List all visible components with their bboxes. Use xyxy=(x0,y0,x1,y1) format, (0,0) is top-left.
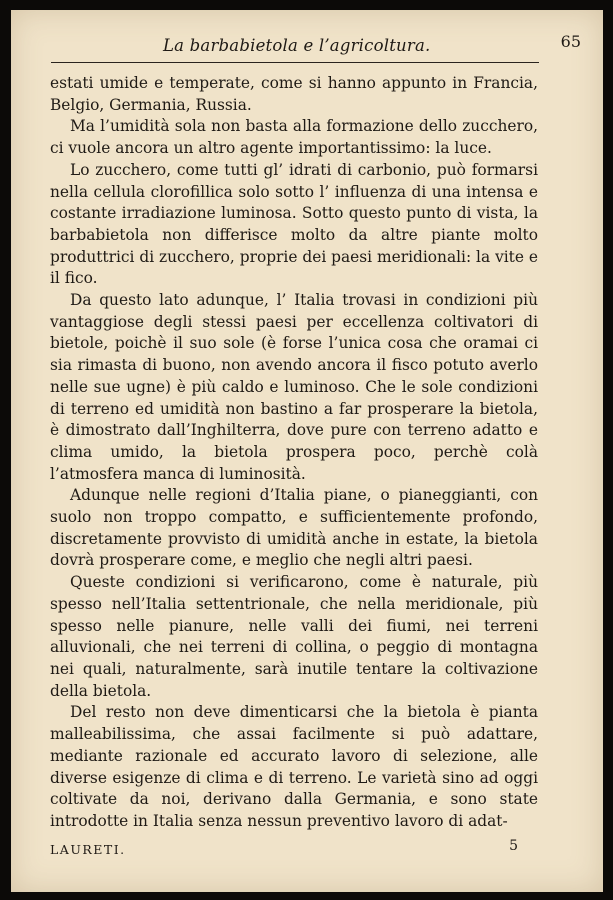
paragraph: Da questo lato adunque, l’ Italia trovasi in condizioni più vantaggiose degli stessi paesi per eccellenza coltivatori di bietole, poichè il suo sole (è forse l’unica cosa che oramai ci sia rimasta di buono, non avendo ancora il fisco potuto averlo nelle sue ugne) è più caldo e luminoso. Che le sole condizioni di terreno ed umidità non bastino a far prosperare la bietola, è dimostrato dall’Inghilterra, dove pure con terreno adatto e clima umido, la bietola prospera poco, perchè colà l’atmosfera manca di luminosità. xyxy=(50,291,538,483)
header-rule xyxy=(51,62,539,63)
running-head-title: La barbabietola e l’agricoltura. xyxy=(163,36,431,55)
book-page xyxy=(11,10,603,892)
paragraph: Del resto non deve dimenticarsi che la bietola è pianta malleabilissima, che assai facilmente si può adattare, mediante razionale ed accurato lavoro di selezione, alle diverse esigenze di clima e di terreno. Le varietà sino ad oggi coltivate da noi, derivano dalla Germania, e sono state introdotte in Italia senza nessun preventivo lavoro di adat- xyxy=(50,703,538,830)
body-text xyxy=(50,73,538,833)
paragraph: Lo zucchero, come tutti gl’ idrati di carbonio, può formarsi nella cellula clorofillica solo sotto l’ influenza di una intensa e costante irradiazione luminosa. Sotto questo punto di vista, la barbabietola non differisce molto da altre piante molto produttrici di zucchero, proprie dei paesi meridionali: la vite e il fico. xyxy=(50,160,538,288)
paragraph: Ma l’umidità sola non basta alla formazione dello zucchero, ci vuole ancora un altro agente importantissimo: la luce. xyxy=(50,117,538,158)
footer-author: LAURETI. xyxy=(50,842,126,857)
running-head xyxy=(51,32,581,60)
page-number: 65 xyxy=(560,32,581,51)
paragraph-continued: estati umide e temperate, come si hanno appunto in Francia, Belgio, Germania, Russia. xyxy=(50,74,538,114)
signature-mark: 5 xyxy=(509,838,518,854)
page-footer xyxy=(50,838,518,862)
paragraph: Adunque nelle regioni d’Italia piane, o pianeggianti, con suolo non troppo compatto, e sufficientemente profondo, discretamente provvisto di umidità anche in estate, la bietola dovrà prosperare come, e meglio che negli altri paesi. xyxy=(50,486,538,570)
paragraph: Queste condizioni si verificarono, come è naturale, più spesso nell’Italia settentrionale, che nella meridionale, più spesso nelle pianure, nelle valli dei fiumi, nei terreni alluvionali, che nei terreni di collina, o peggio di montagna nei quali, naturalmente, sarà inutile tentare la coltivazione della bietola. xyxy=(50,573,538,700)
